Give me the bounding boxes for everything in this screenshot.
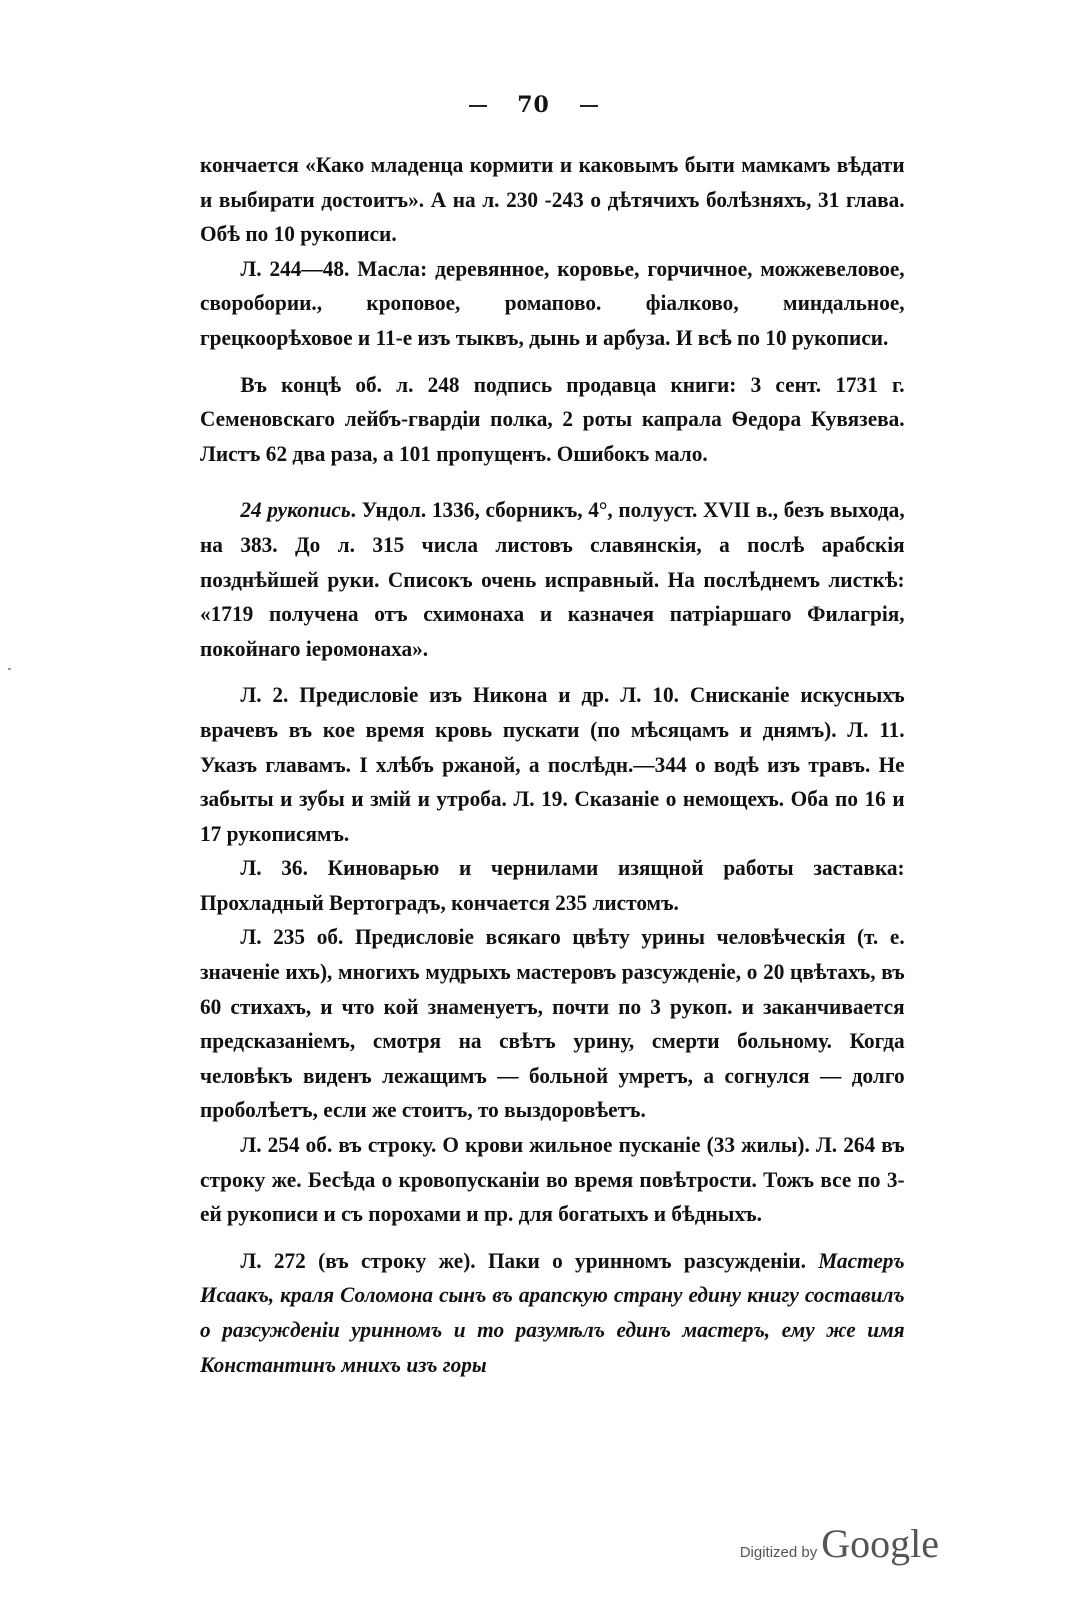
scan-speck (8, 668, 11, 670)
paragraph-7: Л. 235 об. Предисловіе всякаго цвѣту урины человѣческія (т. е. значеніе ихъ), многихъ мудрыхъ мастеровъ разсужденіе, о 20 цвѣтахъ, въ 60 стихахъ, и что кой знаменуетъ, почти по 3 рукоп. и заканчивается предсказаніемъ, смотря на свѣтъ урину, смерти больному. Когда человѣкъ виденъ лежащимъ — больной умретъ, а согнулся — долго проболѣетъ, если же стоитъ, то выздоровѣетъ. (200, 924, 905, 1123)
google-logo: Google (821, 1521, 939, 1566)
paragraph-1: кончается «Како младенца кормити и каковымъ быти мамкамъ вѣдати и выбирати достоитъ». А на л. 230 -243 о дѣтячихъ болѣзняхъ, 31 глава. Обѣ по 10 рукописи. (200, 152, 905, 247)
last-quote: Мастеръ Исаакъ, краля Соломона сынъ въ арапскую страну едину книгу составилъ о разсужденіи уринномъ и то разумѣлъ единъ мастеръ, ему же имя Константинъ мнихъ изъ горы (200, 1247, 905, 1377)
digitized-by-google-watermark (740, 1520, 939, 1567)
paragraph-3: Въ концѣ об. л. 248 подпись продавца книги: 3 сент. 1731 г. Семеновскаго лейбъ-гвардіи полка, 2 роты капрала Ѳедора Кувязева. Листъ 62 два раза, а 101 пропущенъ. Ошибокъ мало. (200, 371, 905, 466)
last-lead: Л. 272 (въ строку же). Паки о уринномъ разсужденіи. (240, 1247, 819, 1273)
paragraph-6: Л. 36. Киноварью и чернилами изящной работы заставка: Прохладный Вертоградъ, кончается 235 листомъ. (200, 855, 905, 915)
paragraph-ms24 (200, 493, 905, 666)
paragraph-5: Л. 2. Предисловіе изъ Никона и др. Л. 10. Снисканіе искусныхъ врачевъ въ кое время кровь пускати (по мѣсяцамъ и днямъ). Л. 11. Указъ главамъ. I хлѣбъ ржаной, а послѣдн.—344 о водѣ изъ травъ. Не забыты и зубы и змій и утроба. Л. 19. Сказаніе о немощехъ. Оба по 16 и 17 рукописямъ. (200, 682, 905, 846)
paragraph-9 (200, 1244, 905, 1382)
paragraph-2: Л. 244—48. Масла: деревянное, коровье, горчичное, можжевеловое, своробории., кроповое, ромапово. фіалково, миндальное, грецкоорѣховое и 11-е изъ тыквъ, дынь и арбуза. И всѣ по 10 рукописи. (200, 255, 905, 350)
digitized-by-label: Digitized by (739, 1544, 818, 1561)
ms24-text: . Ундол. 1336, сборникъ, 4°, полууст. XVII в., безъ выхода, на 383. До л. 315 числа листовъ славянскія, а послѣ арабскія позднѣйшей руки. Списокъ очень исправный. На послѣднемъ листкѣ: «1719 получена отъ схимонаха и казначея патріаршаго Филагрія, покойнаго іеромонаха». (200, 497, 905, 661)
paragraph-8: Л. 254 об. въ строку. О крови жильное пусканіе (33 жилы). Л. 264 въ строку же. Бесѣда о кровопусканіи во время повѣтрости. Тожъ все по 3-ей рукописи и съ порохами и пр. для богатыхъ и бѣдныхъ. (200, 1132, 905, 1227)
body-text (200, 148, 905, 1382)
page-number: 70 (0, 92, 1067, 118)
ms24-label: 24 рукопись (240, 497, 351, 523)
